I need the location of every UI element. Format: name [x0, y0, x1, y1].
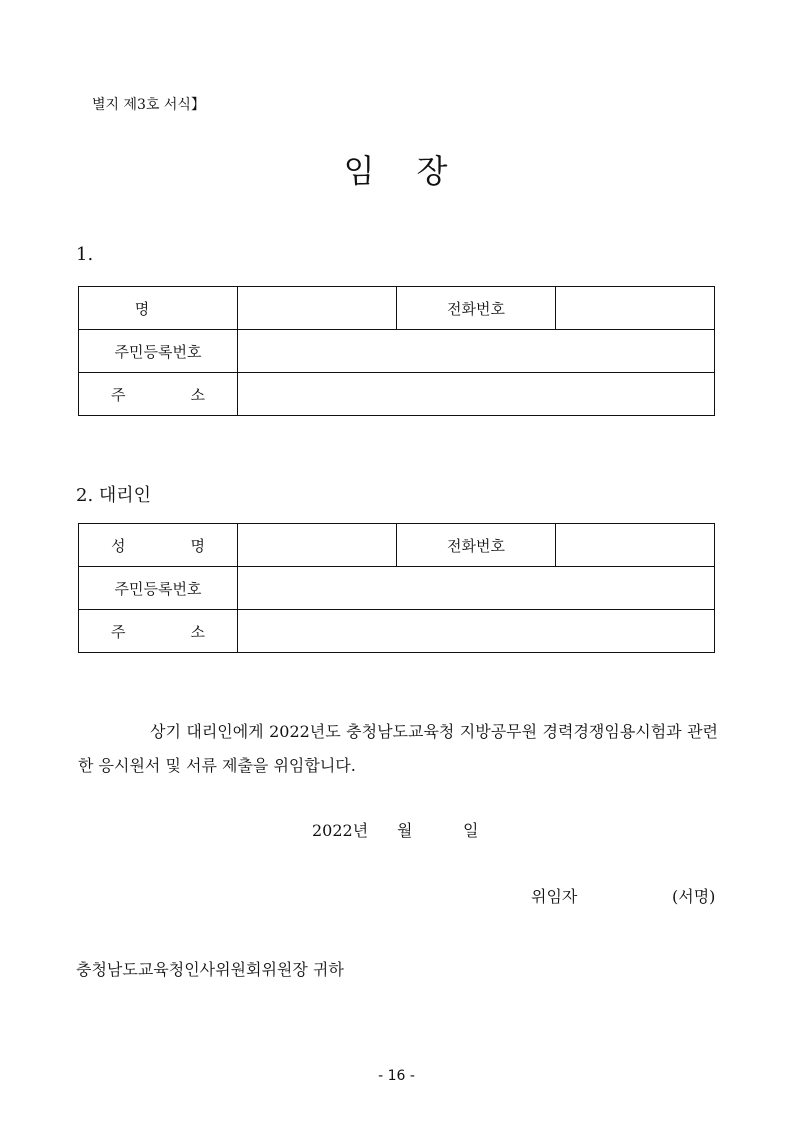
proxy-rrn-field[interactable] — [238, 567, 715, 610]
form-number-label: 별지 제3호 서식】 — [92, 97, 205, 113]
address-field[interactable] — [238, 373, 715, 416]
table-row — [79, 373, 715, 416]
rrn-label: 주민등록번호 — [79, 330, 238, 373]
proxy-address-label-a: 주 — [111, 622, 126, 641]
proxy-address-label — [79, 610, 238, 653]
phone-label: 전화번호 — [397, 287, 556, 330]
delegator-info-table — [78, 286, 715, 416]
table-row — [79, 567, 715, 610]
proxy-name-label — [79, 524, 238, 567]
title-char-2: 장 — [416, 152, 450, 190]
addressee: 충청남도교육청인사위원회위원장 귀하 — [76, 960, 344, 979]
address-label-a: 주 — [111, 385, 126, 404]
table-row — [79, 610, 715, 653]
date-year: 2022년 — [312, 821, 369, 840]
delegation-statement — [78, 715, 718, 783]
table-row — [79, 287, 715, 330]
phone-field[interactable] — [556, 287, 715, 330]
address-label-b: 소 — [190, 385, 205, 404]
address-label — [79, 373, 238, 416]
delegation-text: 상기 대리인에게 2022년도 충청남도교육청 지방공무원 경력경쟁임용시험과 관련한 응시원서 및 서류 제출을 위임합니다. — [78, 722, 718, 775]
date-month: 월 — [397, 821, 413, 840]
delegator-label: 위임자 — [531, 887, 578, 906]
proxy-phone-label: 전화번호 — [397, 524, 556, 567]
proxy-name-label-a: 성 — [111, 536, 126, 555]
rrn-field[interactable] — [238, 330, 715, 373]
proxy-rrn-label: 주민등록번호 — [79, 567, 238, 610]
section1-heading: 1. — [76, 244, 94, 265]
date-day: 일 — [463, 821, 479, 840]
proxy-address-field[interactable] — [238, 610, 715, 653]
proxy-phone-field[interactable] — [556, 524, 715, 567]
page-number: - 16 - — [378, 1068, 415, 1084]
table-row — [79, 524, 715, 567]
section2-heading: 2. 대리인 — [76, 485, 152, 506]
title-char-1: 임 — [343, 152, 377, 190]
name-field[interactable] — [238, 287, 397, 330]
signature-field[interactable]: (서명) — [672, 887, 716, 906]
document-title — [0, 146, 793, 192]
name-label: 명 — [79, 287, 238, 330]
proxy-name-field[interactable] — [238, 524, 397, 567]
proxy-info-table — [78, 523, 715, 653]
proxy-address-label-b: 소 — [190, 622, 205, 641]
proxy-name-label-b: 명 — [190, 536, 205, 555]
table-row — [79, 330, 715, 373]
